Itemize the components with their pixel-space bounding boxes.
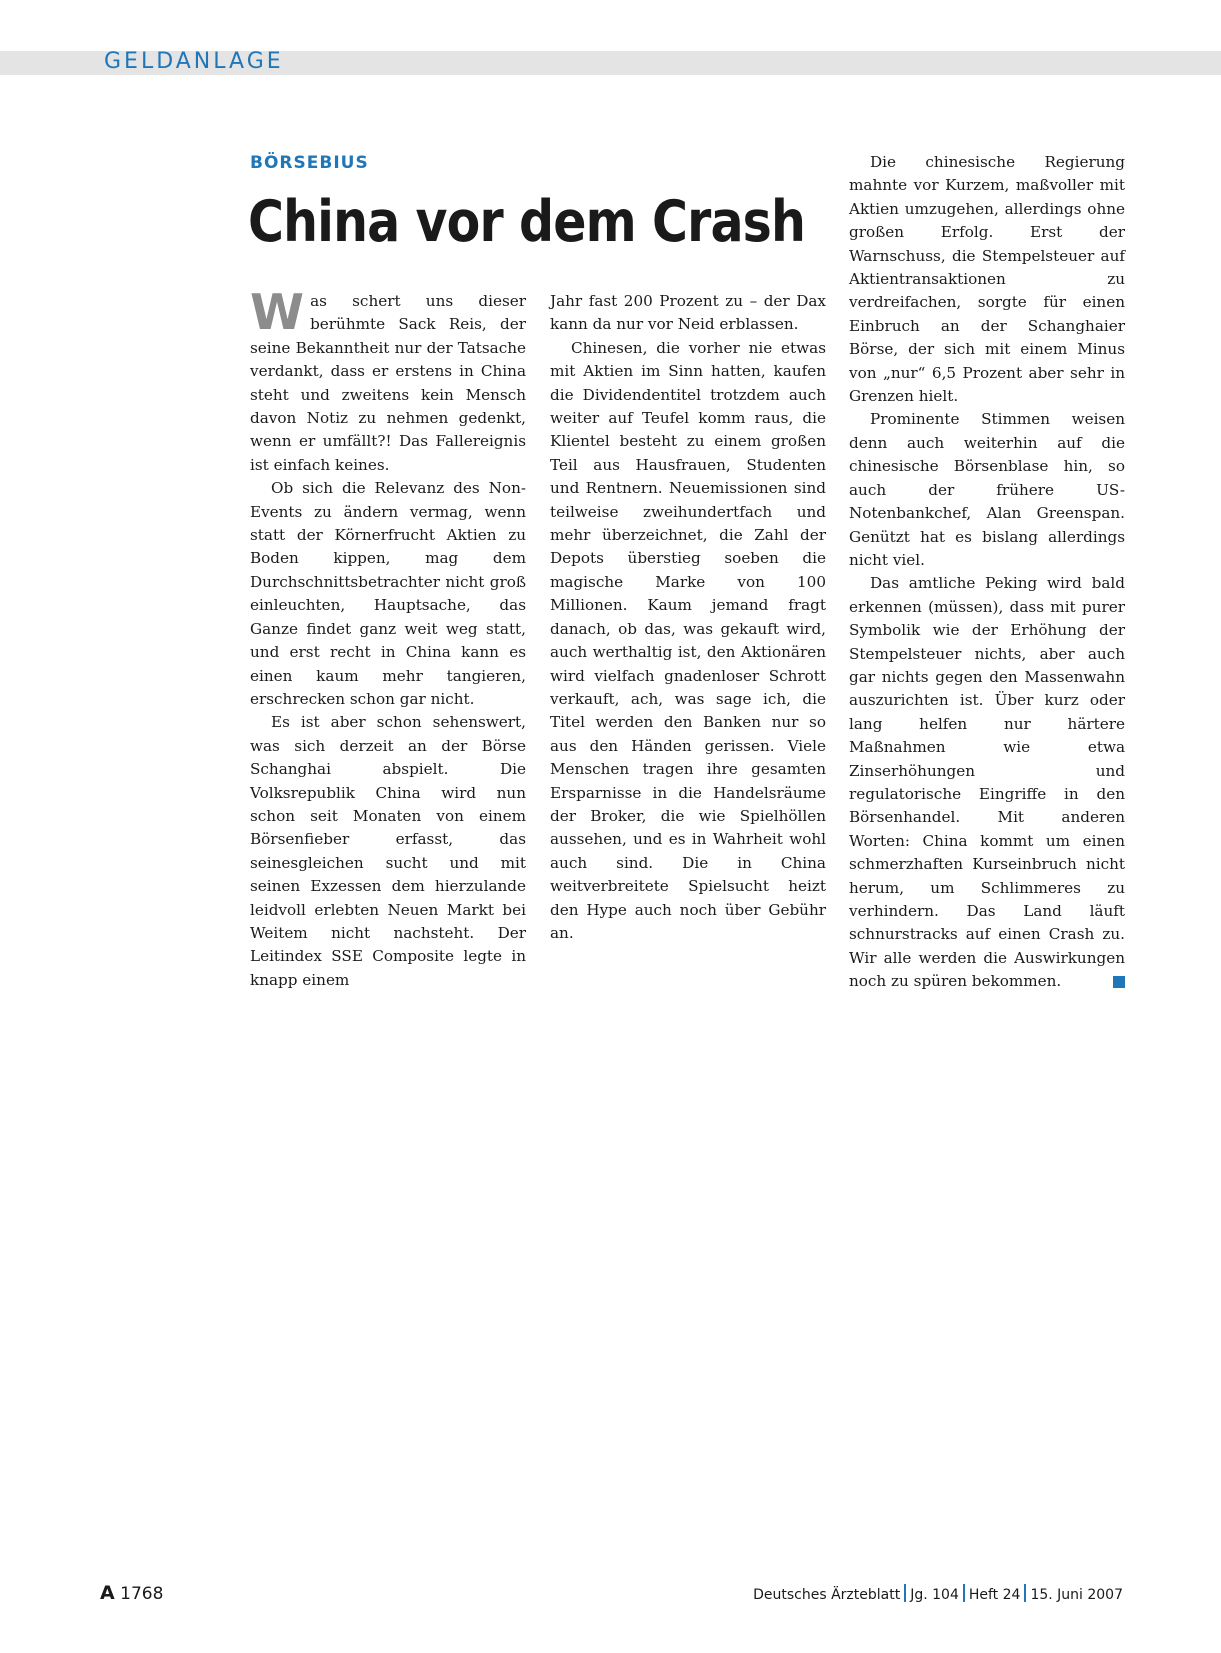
journal-name: Deutsches Ärzteblatt: [753, 1587, 901, 1603]
journal-issue: Heft 24: [968, 1587, 1021, 1603]
section-label: GELDANLAGE: [104, 49, 284, 74]
article-paragraph: Prominente Stimmen weisen denn auch weiterhin auf die chinesische Börsenblase hin, so auch der frühere US-Notenbankchef, Alan Greenspan. Genützt hat es bislang allerdings nicht viel.: [849, 410, 1125, 569]
article-headline: China vor dem Crash: [248, 189, 806, 255]
article-column-1: [250, 284, 526, 992]
article-paragraph: Was schert uns dieser berühmte Sack Reis, der seine Bekanntheit nur der Tatsache verdankt, dass er erstens in China steht und zweitens kein Mensch davon Notiz zu nehmen gedenkt, wenn er umfällt?! Das Fallereignis ist einfach keines.: [250, 284, 526, 474]
article-kicker: BÖRSEBIUS: [250, 153, 369, 173]
separator: [904, 1584, 906, 1602]
article-paragraph: Chinesen, die vorher nie etwas mit Aktien im Sinn hatten, kaufen die Dividendentitel trotzdem auch weiter auf Teufel komm raus, die Klientel besteht zu einem großen Teil aus Hausfrauen, Studenten und Rentnern. Neuemissionen sind teilweise zweihundertfach und mehr überzeichnet, die Zahl der Depots überstieg soeben die magische Marke von 100 Millionen. Kaum jemand fragt danach, ob das, was gekauft wird, auch werthaltig ist, den Aktionären wird vielfach gnadenloser Schrott verkauft, ach, was sage ich, die Titel werden den Banken nur so aus den Händen gerissen. Viele Menschen tragen ihre gesamten Ersparnisse in die Handelsräume der Broker, die wie Spielhöllen aussehen, und es in Wahrheit wohl auch sind. Die in China weitverbreitete Spielsucht heizt den Hype auch noch über Gebühr an.: [550, 338, 826, 942]
article-paragraph: Das amtliche Peking wird bald erkennen (müssen), dass mit purer Symbolik wie der Erhöhung der Stempelsteuer nichts, aber auch gar nichts gegen den Massenwahn auszurichten ist. Über kurz oder lang helfen nur härtere Maßnahmen wie etwa Zinserhöhungen und regulatorische Eingriffe in den Börsenhandel. Mit anderen Worten: China kommt um einen schmerzhaften Kurseinbruch nicht herum, um Schlimmeres zu verhindern. Das Land läuft schnurstracks auf einen Crash zu. Wir alle werden die Auswirkungen noch zu spüren bekommen.: [849, 574, 1125, 991]
article-paragraph: Ob sich die Relevanz des Non-Events zu ändern vermag, wenn statt der Körnerfrucht Aktien zu Boden kippen, mag dem Durchschnittsbetrachter nicht groß einleuchten, Hauptsache, das Ganze findet ganz weit weg statt, und erst recht in China kann es einen kaum mehr tangieren, erschrecken schon gar nicht.: [250, 479, 526, 708]
page-number: [100, 1582, 163, 1605]
article-paragraph: Die chinesische Regierung mahnte vor Kurzem, maßvoller mit Aktien umzugehen, allerdings ohne großen Erfolg. Erst der Warnschuss, die Stempelsteuer auf Aktientransaktionen zu verdreifachen, sorgte für einen Einbruch an der Schanghaier Börse, der sich mit einem Minus von „nur“ 6,5 Prozent aber sehr in Grenzen hielt.: [849, 153, 1125, 406]
separator: [963, 1584, 965, 1602]
article-column-3: [849, 151, 1125, 994]
journal-volume: Jg. 104: [910, 1587, 959, 1603]
page-number-value: 1768: [120, 1584, 164, 1604]
separator: [1024, 1584, 1026, 1602]
article-paragraph: Jahr fast 200 Prozent zu – der Dax kann da nur vor Neid erblassen.: [550, 292, 826, 334]
end-of-article-square-icon: [1113, 976, 1125, 988]
dropcap-letter: W: [250, 284, 305, 341]
journal-footer: [753, 1584, 1123, 1605]
article-column-2: [550, 290, 826, 945]
journal-date: 15. Juni 2007: [1030, 1587, 1123, 1603]
page-letter: A: [100, 1582, 115, 1604]
article-paragraph: Es ist aber schon sehenswert, was sich derzeit an der Börse Schanghai abspielt. Die Volksrepublik China wird nun schon seit Monaten von einem Börsenfieber erfasst, das seinesgleichen sucht und mit seinen Exzessen dem hierzulande leidvoll erlebten Neuen Markt bei Weitem nicht nachsteht. Der Leitindex SSE Composite legte in knapp einem: [250, 713, 526, 989]
